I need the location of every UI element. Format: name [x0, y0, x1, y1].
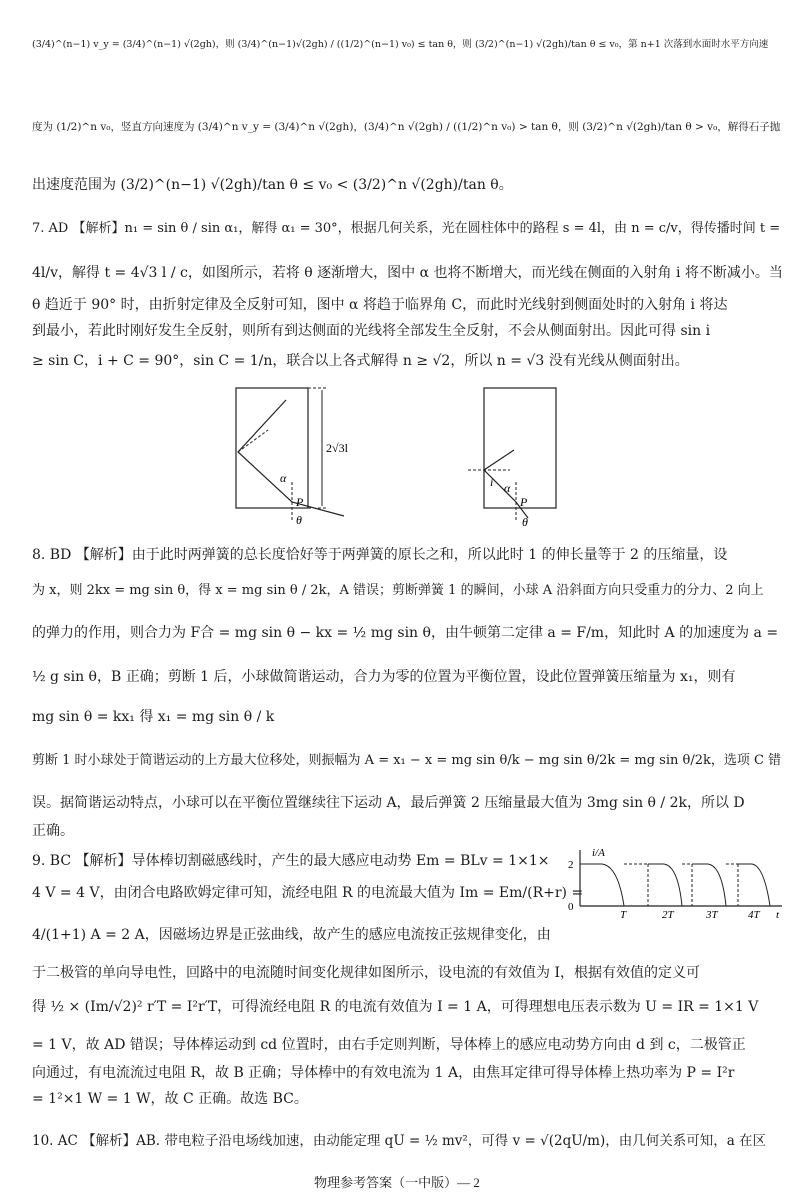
q8-line: 为 x，则 2kx = mg sin θ，得 x = mg sin θ / 2k，A 错误；剪断弹簧 1 的瞬间，小球 A 沿斜面方向只受重力的分力、2 向上 [32, 583, 764, 598]
y-tick: 0 [568, 901, 574, 913]
q8-line: ½ g sin θ，B 正确；剪断 1 后，小球做简谐运动，合力为零的位置为平衡位置，设此位置弹簧压缩量为 x₁，则有 [32, 669, 736, 685]
p-label: P [296, 495, 304, 509]
normal-line [238, 430, 268, 452]
alpha-label: α [504, 481, 511, 495]
q9-line: 于二极管的单向导电性，回路中的电流随时间变化规律如图所示，设电流的有效值为 I，根据有效值的定义可 [32, 965, 700, 981]
theta-label: θ [296, 513, 302, 527]
page-footer: 物理参考答案（一中版）— 2 [314, 1175, 480, 1190]
q7-line: 4l/v，解得 t = 4√3 l / c，如图所示，若将 θ 逐渐增大，图中 α 也将不断增大，而光线在侧面的入射角 i 将不断减小。当 [32, 265, 783, 281]
q7-figure [228, 382, 568, 532]
q9-line: 4/(1+1) A = 2 A，因磁场边界是正弦曲线，故产生的感应电流按正弦规律变化，由 [32, 927, 551, 943]
light-path-left [238, 400, 344, 516]
text-line: 度为 (1/2)^n v₀，竖直方向速度为 (3/4)^n v_y = (3/4)^n √(2gh)，(3/4)^n √(2gh) / ((1/2)^n v₀) > tan θ，则 (3/2)^n √(2gh)/tan θ > v₀，解得石子抛 [32, 121, 781, 133]
text-line: 出速度范围为 (3/2)^(n−1) √(2gh)/tan θ ≤ v₀ < (3/2)^n √(2gh)/tan θ。 [32, 177, 513, 193]
q7-line: 到最小，若此时刚好发生全反射，则所有到达侧面的光线将全部发生全反射，不会从侧面射出。因此可得 sin i [32, 323, 711, 339]
q9-line: = 1 V，故 AD 错误；导体棒运动到 cd 位置时，由右手定则判断，导体棒上的感应电动势方向由 d 到 c，二极管正 [32, 1037, 746, 1053]
t-axis-label: t [776, 909, 780, 920]
theta-label: θ [522, 515, 528, 529]
q8-line: 误。据简谐运动特点，小球可以在平衡位置继续往下运动 A，最后弹簧 2 压缩量最大值为 3mg sin θ / 2k，所以 D [32, 795, 745, 811]
x-tick: 2T [662, 909, 674, 920]
x-tick: 4T [748, 909, 760, 920]
i-label: i [490, 475, 494, 489]
q10-line: 10. AC 【解析】AB. 带电粒子沿电场线加速，由动能定理 qU = ½ mv²，可得 v = √(2qU/m)，由几何关系可知，a 在区 [32, 1133, 767, 1149]
cylinder-left [236, 388, 308, 508]
current-curve [602, 864, 624, 906]
current-curve [708, 864, 726, 906]
current-curve [752, 864, 770, 906]
current-curve [664, 864, 682, 906]
q9-line: 得 ½ × (Im/√2)² r′T = I²r′T，可得流经电阻 R 的电流有效值为 I = 1 A，可得理想电压表示数为 U = IR = 1×1 V [32, 999, 759, 1015]
q9-line: = 1²×1 W = 1 W，故 C 正确。故选 BC。 [32, 1091, 308, 1107]
p-label: P [520, 495, 528, 509]
x-tick: T [620, 909, 627, 920]
cylinder-right [484, 388, 556, 508]
q9-current-graph [562, 846, 788, 920]
q8-line: 剪断 1 时小球处于简谐运动的上方最大位移处，则振幅为 A = x₁ − x = mg sin θ/k − mg sin θ/2k = mg sin θ/2k，选项 C 错 [32, 753, 782, 768]
q7-line: 7. AD 【解析】n₁ = sin θ / sin α₁，解得 α₁ = 30°，根据几何关系，光在圆柱体中的路程 s = 4l，由 n = c/v，得传播时间 t = [32, 221, 781, 236]
q9-line: 向通过，有电流流过电阻 R，故 B 正确；导体棒中的有效电流为 1 A，由焦耳定律可得导体棒上热功率为 P = I²r [32, 1065, 735, 1081]
q7-line: ≥ sin C，i + C = 90°，sin C = 1/n，联合以上各式解得 n ≥ √2，所以 n = √3 没有光线从侧面射出。 [32, 353, 689, 369]
height-label: 2√3l [326, 441, 348, 455]
y-tick: 2 [568, 859, 574, 871]
q8-line: 的弹力的作用，则合力为 F合 = mg sin θ − kx = ½ mg sin θ，由牛顿第二定律 a = F/m，知此时 A 的加速度为 a = [32, 625, 779, 641]
y-axis-label: i/A [592, 847, 605, 859]
x-tick: 3T [706, 909, 718, 920]
q8-line: 正确。 [32, 823, 74, 839]
text-line: (3/4)^(n−1) v_y = (3/4)^(n−1) √(2gh)，则 (3/4)^(n−1)√(2gh) / ((1/2)^(n−1) v₀) ≤ tan θ，则 (3/2)^(n−1) √(2gh)/tan θ ≤ v₀，第 n+1 次落到水面时水平方向速 [32, 39, 769, 50]
alpha-label: α [280, 471, 287, 485]
q9-line: 9. BC 【解析】导体棒切割磁感线时，产生的最大感应电动势 Em = BLv = 1×1× [32, 853, 550, 869]
q8-line: mg sin θ = kx₁ 得 x₁ = mg sin θ / k [32, 709, 275, 725]
q8-line: 8. BD 【解析】由于此时两弹簧的总长度恰好等于两弹簧的原长之和，所以此时 1 的伸长量等于 2 的压缩量，设 [32, 547, 728, 563]
q7-line: θ 趋近于 90° 时，由折射定律及全反射可知，图中 α 将趋于临界角 C，而此时光线射到侧面处时的入射角 i 将达 [32, 297, 728, 313]
q9-line: 4 V = 4 V，由闭合电路欧姆定律可知，流经电阻 R 的电流最大值为 Im = Em/(R+r) = [32, 885, 584, 901]
